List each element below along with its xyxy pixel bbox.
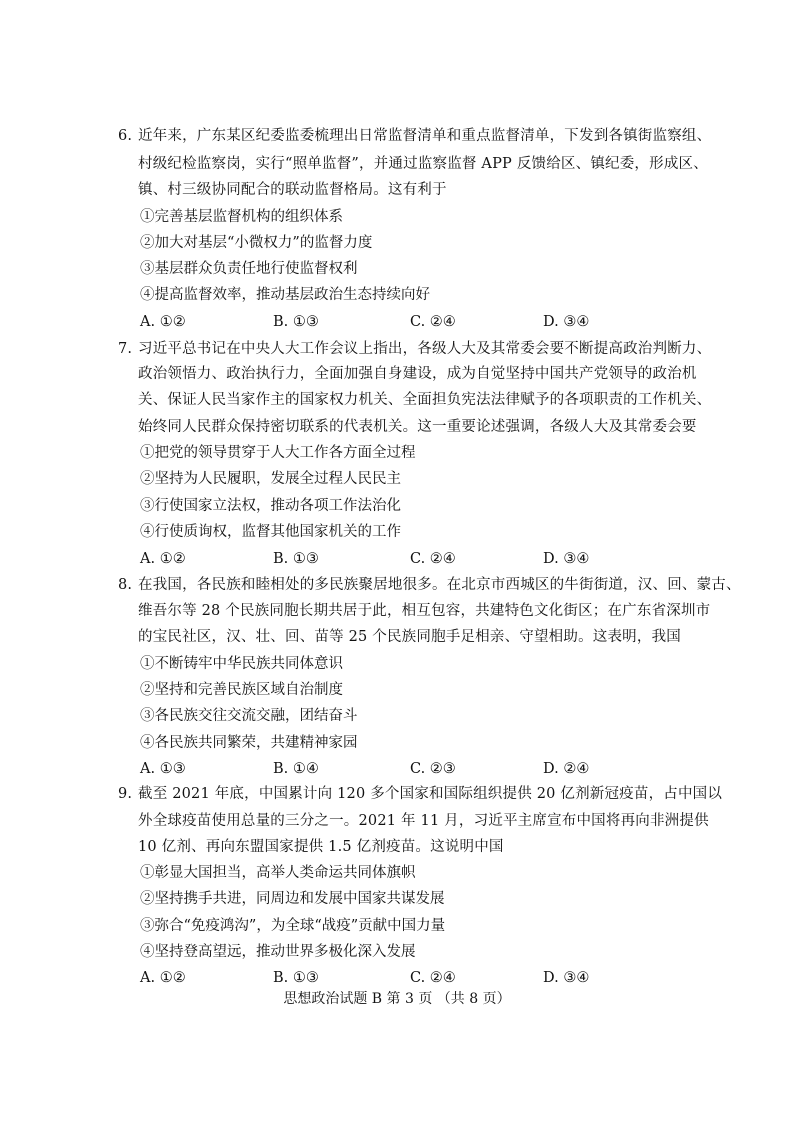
question-9-number: 9. bbox=[118, 786, 133, 802]
question-9-option-3: ③弥合“免疫鸿沟”，为全球“战疫”贡献中国力量 bbox=[140, 918, 446, 934]
question-8-choice-a: A. ①③ bbox=[140, 761, 186, 777]
question-7-option-2: ②坚持为人民履职，发展全过程人民民主 bbox=[140, 471, 401, 487]
question-6-number: 6. bbox=[118, 128, 133, 144]
question-6-choice-d: D. ③④ bbox=[543, 314, 590, 330]
question-8-option-4: ④各民族共同繁荣，共建精神家园 bbox=[140, 735, 358, 751]
question-7-choice-d: D. ③④ bbox=[543, 551, 590, 567]
question-7-stem-line-4: 始终同人民群众保持密切联系的代表机关。这一重要论述强调，各级人大及其常委会要 bbox=[138, 419, 697, 435]
question-9-choice-b: B. ①③ bbox=[273, 970, 319, 986]
question-6-choice-b: B. ①③ bbox=[273, 314, 319, 330]
question-7-stem-line-1: 7. 习近平总书记在中央人大工作会议上指出，各级人大及其常委会要不断提高政治判断力、 bbox=[118, 341, 712, 357]
question-6-stem-line-3: 镇、村三级协同配合的联动监督格局。这有利于 bbox=[138, 182, 447, 198]
question-7-choice-a: A. ①② bbox=[140, 551, 186, 567]
question-8-choice-d: D. ②④ bbox=[543, 761, 590, 777]
question-9-stem-line-3: 10 亿剂、再向东盟国家提供 1.5 亿剂疫苗。这说明中国 bbox=[138, 839, 504, 855]
page-footer: 思想政治试题 B 第 3 页 （共 8 页） bbox=[283, 991, 511, 1007]
question-6-stem-line-2: 村级纪检监察岗，实行“照单监督”，并通过监察监督 APP 反馈给区、镇纪委，形成区、 bbox=[138, 156, 708, 172]
question-7-stem-line-2: 政治领悟力、政治执行力，全面加强自身建设，成为自觉坚持中国共产党领导的政治机 bbox=[138, 366, 697, 382]
question-7-stem-line-3: 关、保证人民当家作主的国家权力机关、全面担负宪法法律赋予的各项职责的工作机关、 bbox=[138, 392, 712, 408]
question-7-choice-c: C. ②④ bbox=[410, 551, 456, 567]
question-7-choice-b: B. ①③ bbox=[273, 551, 319, 567]
question-9-option-4: ④坚持登高望远，推动世界多极化深入发展 bbox=[140, 944, 416, 960]
question-6-choice-c: C. ②④ bbox=[410, 314, 456, 330]
question-6-stem-line-1: 6. 近年来，广东某区纪委监委梳理出日常监督清单和重点监督清单，下发到各镇街监察组、 bbox=[118, 128, 712, 144]
question-7-option-1: ①把党的领导贯穿于人大工作各方面全过程 bbox=[140, 445, 416, 461]
question-8-stem-line-1: 8. 在我国，各民族和睦相处的多民族聚居地很多。在北京市西城区的牛街街道，汉、回、蒙古、 bbox=[118, 577, 741, 593]
question-8-option-3: ③各民族交往交流交融，团结奋斗 bbox=[140, 708, 358, 724]
question-9-stem-line-1: 9. 截至 2021 年底，中国累计向 120 多个国家和国际组织提供 20 亿剂新冠疫苗，占中国以 bbox=[118, 786, 723, 802]
question-6-option-3: ③基层群众负责任地行使监督权利 bbox=[140, 261, 358, 277]
question-9-choice-d: D. ③④ bbox=[543, 970, 590, 986]
question-8-number: 8. bbox=[118, 577, 133, 593]
question-8-option-1: ①不断铸牢中华民族共同体意识 bbox=[140, 656, 343, 672]
question-9-choice-c: C. ②④ bbox=[410, 970, 456, 986]
question-9-stem-line-2: 外全球疫苗使用总量的三分之一。2021 年 11 月，习近平主席宣布中国将再向非洲提供 bbox=[138, 813, 709, 829]
question-9-option-1: ①彰显大国担当，高举人类命运共同体旗帜 bbox=[140, 865, 416, 881]
question-7-option-4: ④行使质询权，监督其他国家机关的工作 bbox=[140, 524, 401, 540]
question-7-number: 7. bbox=[118, 341, 133, 357]
question-6-option-1: ①完善基层监督机构的组织体系 bbox=[140, 209, 343, 225]
question-8-choice-b: B. ①④ bbox=[273, 761, 319, 777]
question-8-choice-c: C. ②③ bbox=[410, 761, 456, 777]
question-7-option-3: ③行使国家立法权，推动各项工作法治化 bbox=[140, 498, 401, 514]
question-6-option-2: ②加大对基层“小微权力”的监督力度 bbox=[140, 235, 373, 251]
question-8-stem-line-2: 维吾尔等 28 个民族同胞长期共居于此，相互包容，共建特色文化街区；在广东省深圳市 bbox=[138, 603, 711, 619]
question-6-option-4: ④提高监督效率，推动基层政治生态持续向好 bbox=[140, 287, 430, 303]
question-8-option-2: ②坚持和完善民族区域自治制度 bbox=[140, 682, 343, 698]
question-6-choice-a: A. ①② bbox=[140, 314, 186, 330]
question-9-option-2: ②坚持携手共进，同周边和发展中国家共谋发展 bbox=[140, 891, 445, 907]
question-8-stem-line-3: 的宝民社区，汉、壮、回、苗等 25 个民族同胞手足相亲、守望相助。这表明，我国 bbox=[138, 629, 681, 645]
question-9-choice-a: A. ①② bbox=[140, 970, 186, 986]
